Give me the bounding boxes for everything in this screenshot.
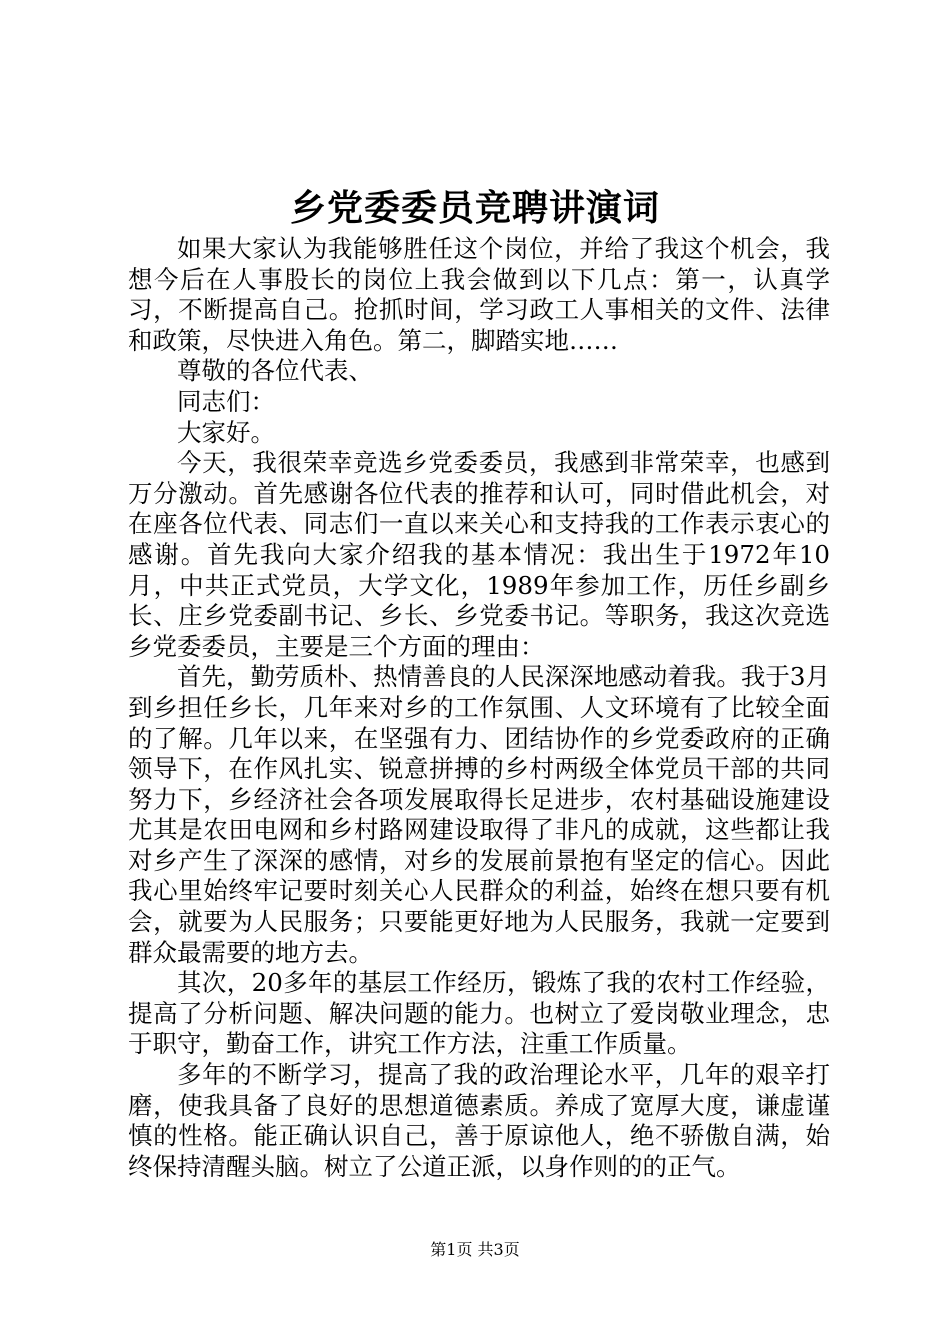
paragraph-reason-third: 多年的不断学习，提高了我的政治理论水平，几年的艰辛打磨，使我具备了良好的思想道德素质。养成了宽厚大度，谦虚谨慎的性格。能正确认识自己，善于原谅他人，绝不骄傲自满，始终保持清醒头脑。树立了公道正派，以身作则的的正气。 [128,1060,830,1181]
paragraph-intro: 如果大家认为我能够胜任这个岗位，并给了我这个机会，我想今后在人事股长的岗位上我会做到以下几点：第一，认真学习，不断提高自己。抢抓时间，学习政工人事相关的文件、法律和政策，尽快进入角色。第二，脚踏实地…… [128,234,830,355]
paragraph-self-introduction: 今天，我很荣幸竞选乡党委委员，我感到非常荣幸，也感到万分激动。首先感谢各位代表的推荐和认可，同时借此机会，对在座各位代表、同志们一直以来关心和支持我的工作表示衷心的感谢。首先我向大家介绍我的基本情况：我出生于1972年10月，中共正式党员，大学文化，1989年参加工作，历任乡副乡长、庄乡党委副书记、乡长、乡党委书记。等职务，我这次竞选乡党委委员，主要是三个方面的理由： [128,448,830,661]
paragraph-reason-second: 其次，20多年的基层工作经历，锻炼了我的农村工作经验，提高了分析问题、解决问题的能力。也树立了爱岗敬业理念，忠于职守，勤奋工作，讲究工作方法，注重工作质量。 [128,968,830,1059]
paragraph-salutation-delegates: 尊敬的各位代表、 [177,356,373,386]
document-title: 乡党委委员竞聘讲演词 [289,187,660,229]
paragraph-greeting: 大家好。 [177,417,275,447]
page-number-footer: 第1页 共3页 [430,1240,520,1259]
paragraph-reason-first: 首先，勤劳质朴、热情善良的人民深深地感动着我。我于3月到乡担任乡长，几年来对乡的工作氛围、人文环境有了比较全面的了解。几年以来，在坚强有力、团结协作的乡党委政府的正确领导下，在作风扎实、锐意拼搏的乡村两级全体党员干部的共同努力下，乡经济社会各项发展取得长足进步，农村基础设施建设尤其是农田电网和乡村路网建设取得了非凡的成就，这些都让我对乡产生了深深的感情，对乡的发展前景抱有坚定的信心。因此我心里始终牢记要时刻关心人民群众的利益，始终在想只要有机会，就要为人民服务；只要能更好地为人民服务，我就一定要到群众最需要的地方去。 [128,662,830,967]
document-body [128,234,830,1182]
paragraph-salutation-comrades: 同志们： [177,386,275,416]
